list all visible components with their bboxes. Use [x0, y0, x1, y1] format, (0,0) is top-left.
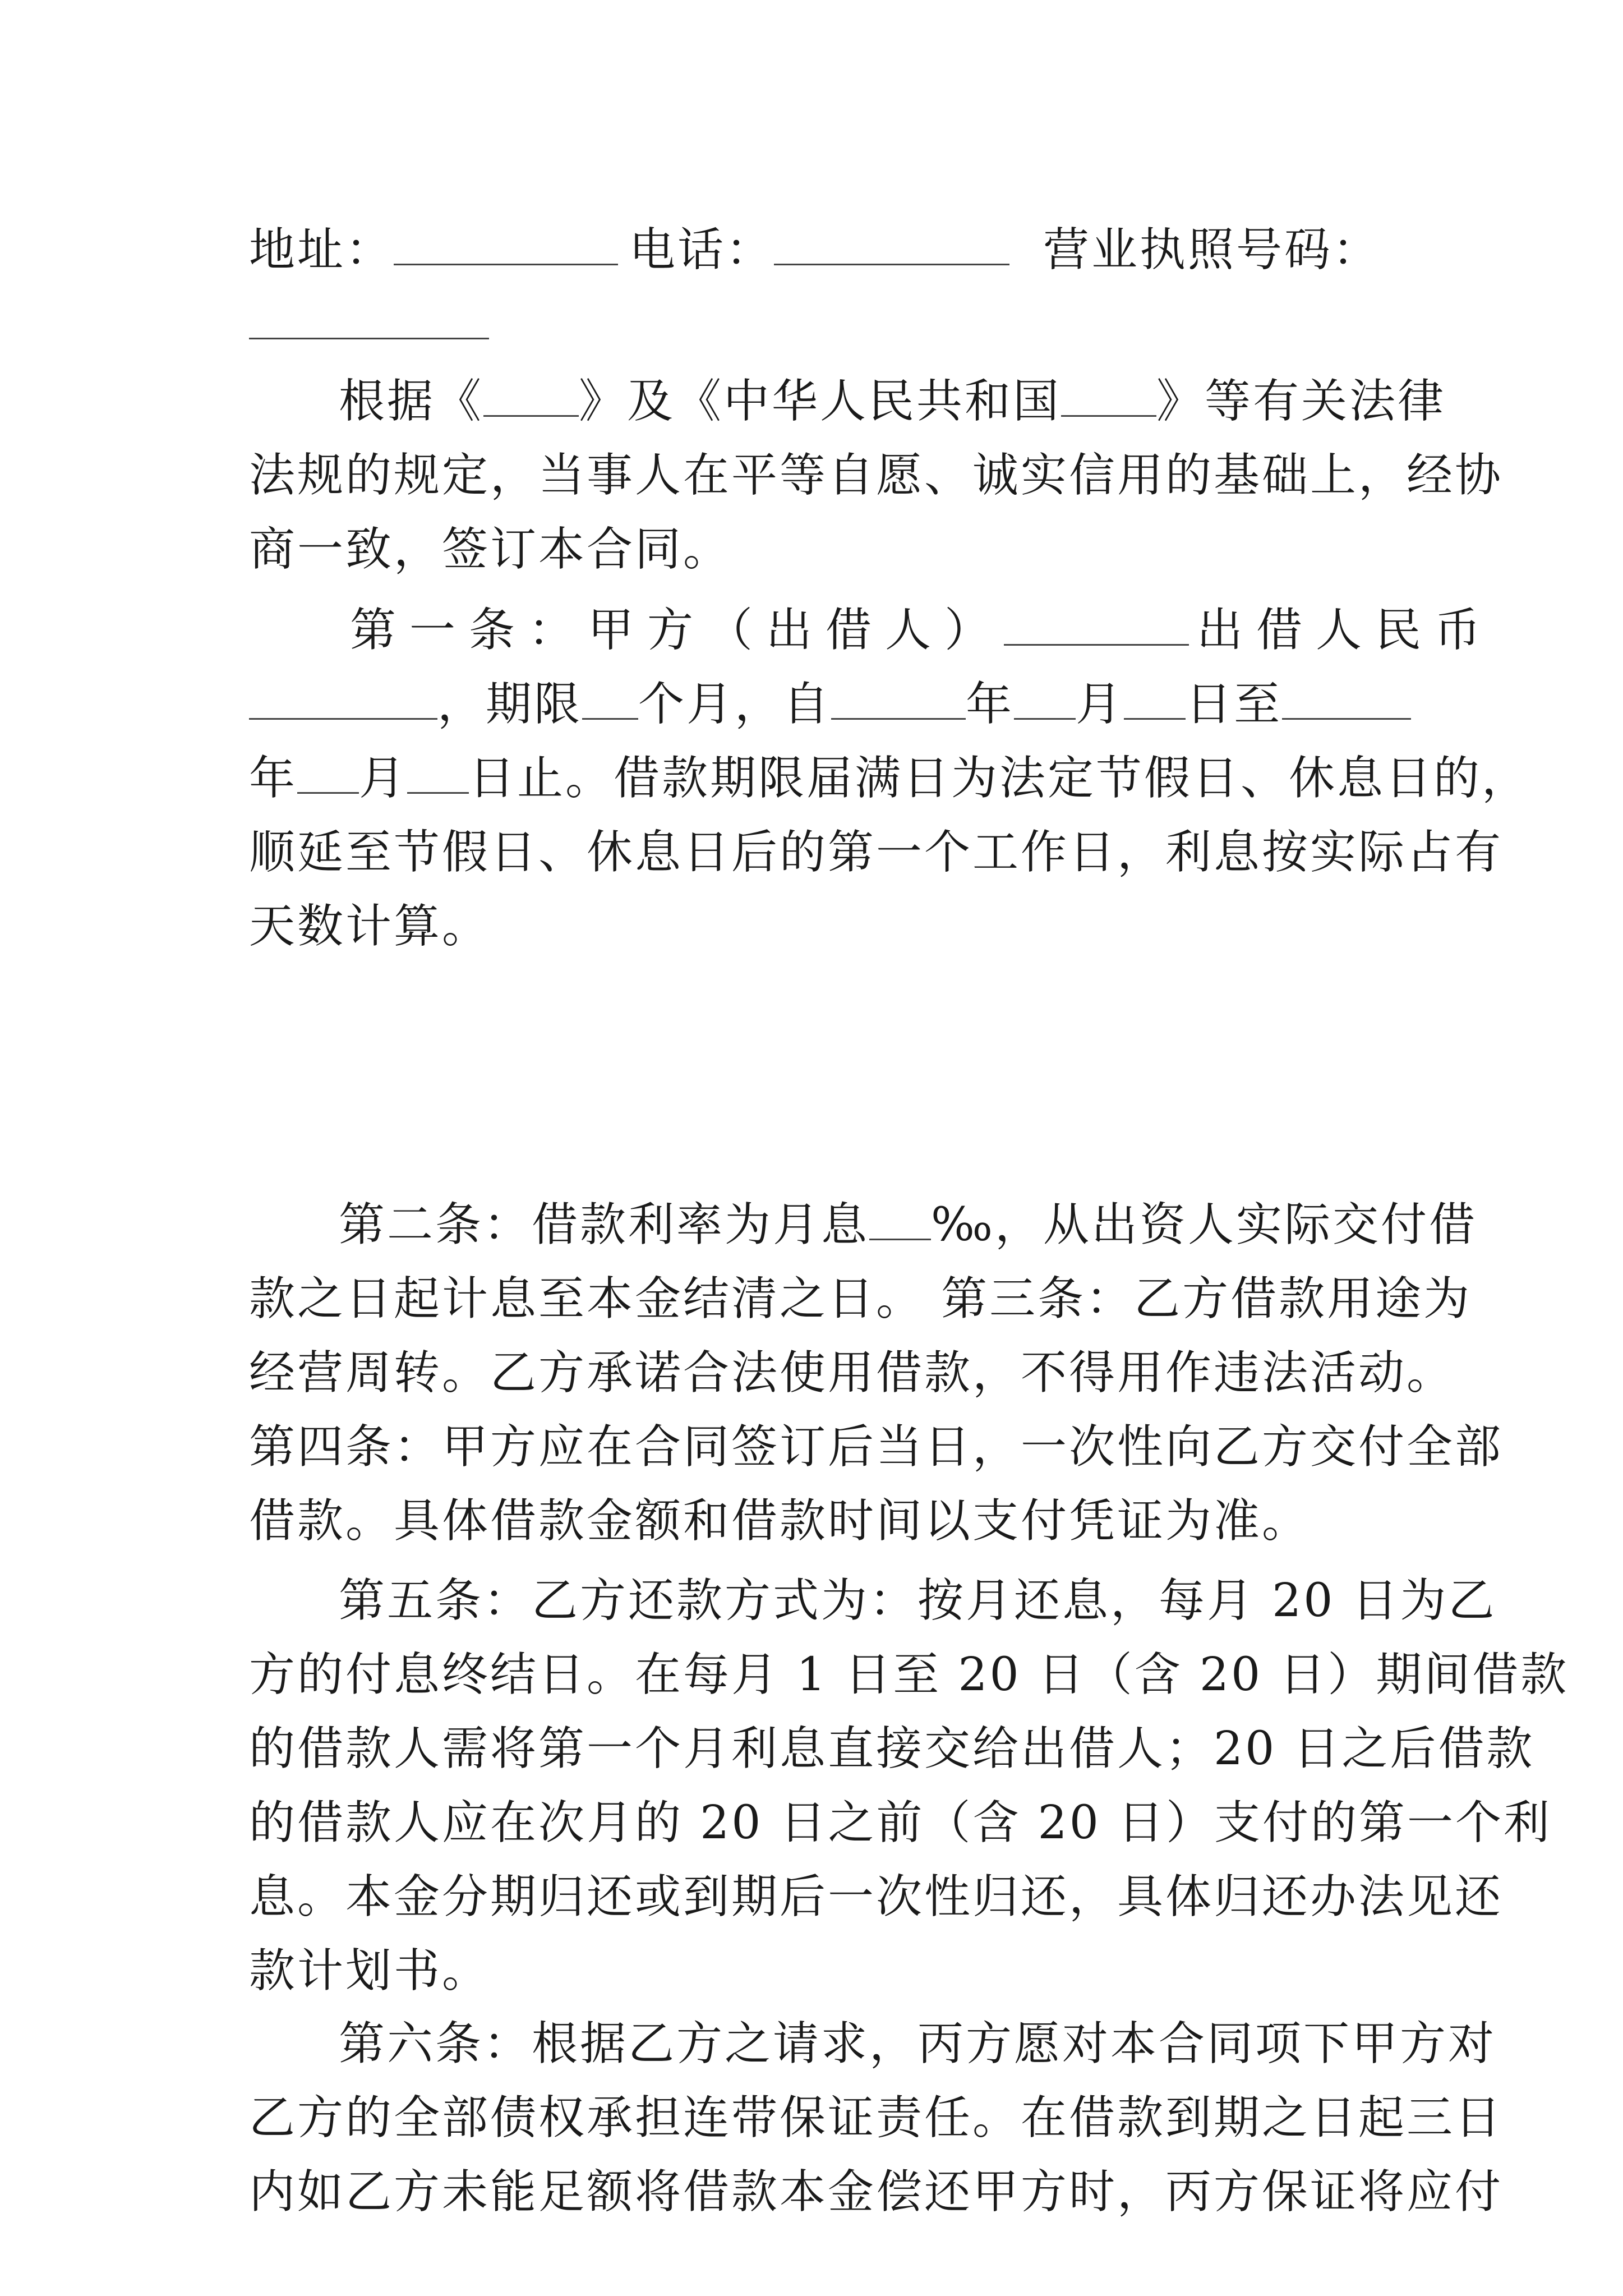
article-1-line-5: 天数计算。	[249, 900, 491, 953]
article-2-text-a: 第二条：借款利率为月息	[339, 1198, 870, 1251]
interest-rate-blank	[869, 1193, 931, 1240]
article-6-line-3: 内如乙方未能足额将借款本金偿还甲方时，丙方保证将应付	[249, 2165, 1504, 2219]
articles-2-4	[249, 1188, 1504, 1558]
article-6-line-2: 乙方的全部债权承担连带保证责任。在借款到期之日起三日	[249, 2091, 1504, 2145]
article-1-text-b: 出借人民币	[1197, 604, 1495, 657]
intro-line-2: 法规的规定，当事人在平等自愿、诚实信用的基础上，经协	[249, 449, 1504, 502]
start-day-blank	[1124, 672, 1186, 720]
phone-blank	[774, 218, 1009, 265]
article-1-line-1	[249, 593, 1495, 668]
end-month-blank	[297, 746, 359, 794]
day-to-label: 日至	[1186, 678, 1283, 731]
article-1-line-4: 顺延至节假日、休息日后的第一个工作日，利息按实际占有	[249, 826, 1504, 879]
license-blank	[249, 338, 489, 339]
article-2-line-2: 款之日起计息至本金结清之日。 第三条：乙方借款用途为	[249, 1272, 1472, 1326]
month-label: 月	[1076, 678, 1124, 731]
article-1-line-3	[249, 742, 1530, 816]
article-5-line-3: 的借款人需将第一个月利息直接交给出借人；20 日之后借款	[249, 1722, 1535, 1775]
article-5-line-1: 第五条：乙方还款方式为：按月还息，每月 20 日为乙	[339, 1574, 1497, 1627]
law-name-blank-2	[1061, 369, 1156, 417]
license-label: 营业执照号码：	[1043, 223, 1381, 277]
article-1	[249, 593, 1530, 964]
article-1-from-label: 个月，自	[638, 678, 832, 731]
article-2-line-1	[249, 1188, 1478, 1262]
intro-text-a: 根据《	[339, 375, 484, 428]
article-4-line-2: 借款。具体借款金额和借款时间以支付凭证为准。	[249, 1494, 1311, 1548]
article-1-end-text: 日止。借款期限届满日为法定节假日、休息日的，	[469, 752, 1530, 805]
article-6-line-1: 第六条：根据乙方之请求，丙方愿对本合同项下甲方对	[339, 2017, 1497, 2070]
intro-text-c: 》等有关法律	[1156, 375, 1446, 428]
address-label: 地址：	[249, 223, 394, 277]
article-5	[249, 1564, 1569, 2008]
start-month-blank	[1014, 672, 1076, 720]
article-1-line-2	[249, 668, 1382, 742]
intro-text-b: 》及《中华人民共和国	[579, 375, 1062, 428]
address-blank	[394, 218, 618, 265]
header-fields-line	[249, 213, 1382, 287]
start-year-blank	[831, 672, 966, 720]
article-4-line-1: 第四条：甲方应在合同签订后当日，一次性向乙方交付全部	[249, 1420, 1504, 1474]
article-2-text-b: ‰，从出资人实际交付借	[931, 1198, 1478, 1251]
amount-blank	[249, 672, 437, 720]
end-day-blank	[407, 746, 469, 794]
article-1-text-a: 第一条：甲方（出借人）	[350, 604, 1004, 657]
lender-name-blank	[1004, 598, 1189, 646]
months-blank	[582, 672, 638, 720]
end-year-label: 年	[249, 752, 298, 805]
article-5-line-4: 的借款人应在次月的 20 日之前（含 20 日）支付的第一个利	[249, 1796, 1552, 1849]
article-3-line: 经营周转。乙方承诺合法使用借款，不得用作违法活动。	[249, 1346, 1455, 1400]
intro-line-1	[249, 365, 1446, 439]
article-6	[249, 2007, 1504, 2229]
article-5-line-6: 款计划书。	[249, 1944, 491, 1998]
intro-line-3: 商一致，签订本合同。	[249, 523, 732, 576]
end-month-label: 月	[359, 752, 408, 805]
intro-paragraph	[249, 365, 1504, 587]
year-label: 年	[966, 678, 1015, 731]
article-5-line-5: 息。本金分期归还或到期后一次性归还，具体归还办法见还	[249, 1870, 1504, 1924]
article-1-term-label: ，期限	[437, 678, 583, 731]
article-5-line-2: 方的付息终结日。在每月 1 日至 20 日（含 20 日）期间借款	[249, 1648, 1569, 1701]
end-year-blank	[1282, 672, 1411, 720]
law-name-blank-1	[483, 369, 579, 417]
phone-label: 电话：	[629, 223, 774, 277]
